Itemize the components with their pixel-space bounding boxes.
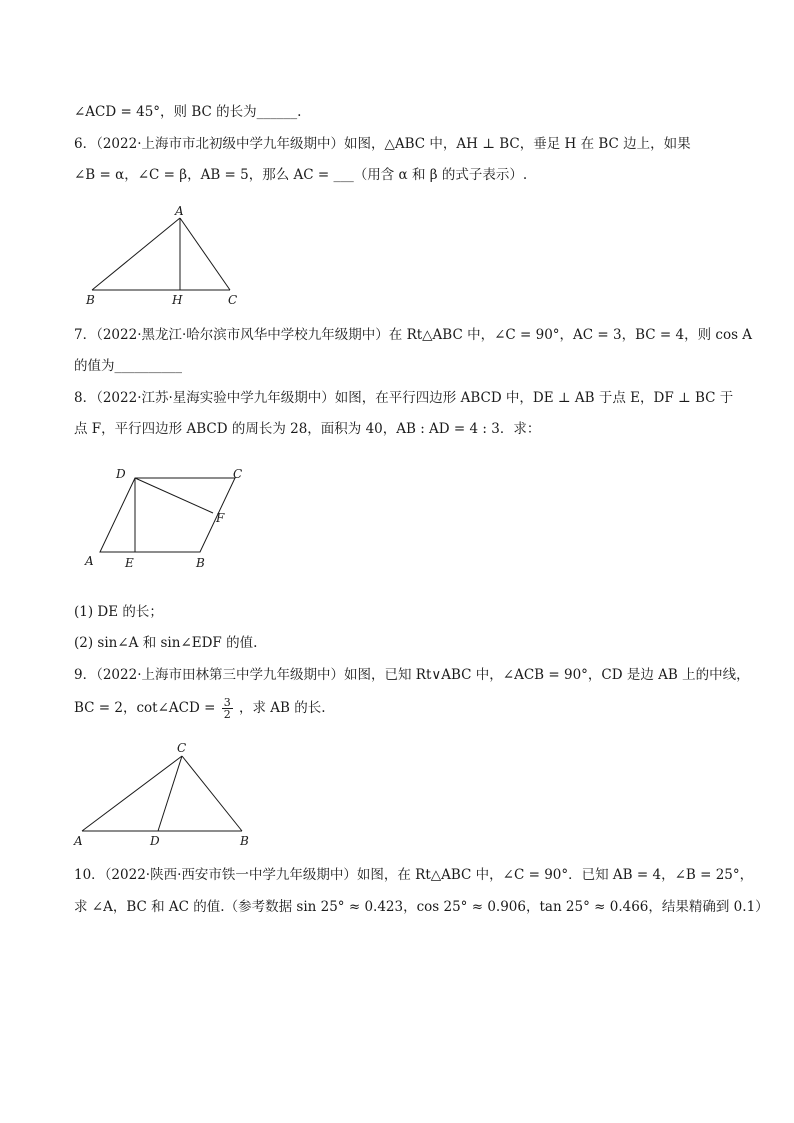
q8-label-a: A [85,554,94,568]
q10-line1: 10．（2022·陕西·西安市铁一中学九年级期中）如图，在 Rt△ABC 中，∠C = 90°．已知 AB = 4，∠B = 25°， [74,867,754,883]
q8-parallelogram-abcd [100,478,235,552]
q6-label-c: C [228,293,238,307]
q8-parallelogram-figure [80,462,255,574]
q6-label-b: B [86,293,95,307]
q9-label-b: B [240,834,249,848]
q9-line1: 9．（2022·上海市田林第三中学九年级期中）如图，已知 Rt∨ABC 中，∠ACB = 90°，CD 是边 AB 上的中线， [74,667,750,683]
q9-side-ac [82,756,182,831]
q8-label-b: B [196,556,205,570]
q6-label-a: A [175,204,184,218]
q9-triangle-figure [70,738,265,850]
q8-label-f: F [216,511,225,525]
q9-fraction [222,697,233,720]
q9-median-cd [158,756,182,831]
q9-label-c: C [177,741,187,755]
q8-label-c: C [233,467,243,481]
q5-tail: ∠ACD = 45°，则 BC 的长为______. [74,104,302,120]
q8-sub2: (2) sin∠A 和 sin∠EDF 的值. [74,635,258,651]
q9-label-d: D [150,834,160,848]
q9-fraction-denominator: 2 [223,708,231,721]
q8-line1: 8．（2022·江苏·星海实验中学九年级期中）如图，在平行四边形 ABCD 中，DE ⊥ AB 于点 E，DF ⊥ BC 于 [74,390,734,406]
q6-label-h: H [172,293,183,307]
q8-sub1: (1) DE 的长； [74,604,163,620]
q8-label-d: D [116,467,126,481]
q9-line2-pre: BC = 2，cot∠ACD = [74,700,216,716]
q10-line2: 求 ∠A，BC 和 AC 的值.（参考数据 sin 25° ≈ 0.423，cos 25° ≈ 0.906，tan 25° ≈ 0.466，结果精确到 0.1） [74,899,769,915]
q8-label-e: E [125,556,134,570]
q7-line2: 的值为__________ [74,358,182,374]
q6-side-ab [92,218,180,290]
q9-line2-post: ，求 AB 的长. [239,700,326,716]
q9-line2 [74,697,326,720]
q9-side-bc [182,756,242,831]
q8-line2: 点 F，平行四边形 ABCD 的周长为 28，面积为 40，AB : AD = 4 : 3．求： [74,421,541,437]
q9-fraction-numerator: 3 [223,696,231,709]
q6-triangle-figure [80,200,260,308]
q7-line1: 7．（2022·黑龙江·哈尔滨市风华中学校九年级期中）在 Rt△ABC 中，∠C = 90°，AC = 3，BC = 4，则 cos A [74,327,753,343]
q6-line2: ∠B = α，∠C = β，AB = 5，那么 AC = ___（用含 α 和 β 的式子表示）. [74,167,528,183]
q8-segment-df [135,478,213,513]
q9-label-a: A [74,834,83,848]
q6-line1: 6．（2022·上海市市北初级中学九年级期中）如图，△ABC 中，AH ⊥ BC，垂足 H 在 BC 边上，如果 [74,136,691,152]
q6-side-ac [180,218,230,290]
